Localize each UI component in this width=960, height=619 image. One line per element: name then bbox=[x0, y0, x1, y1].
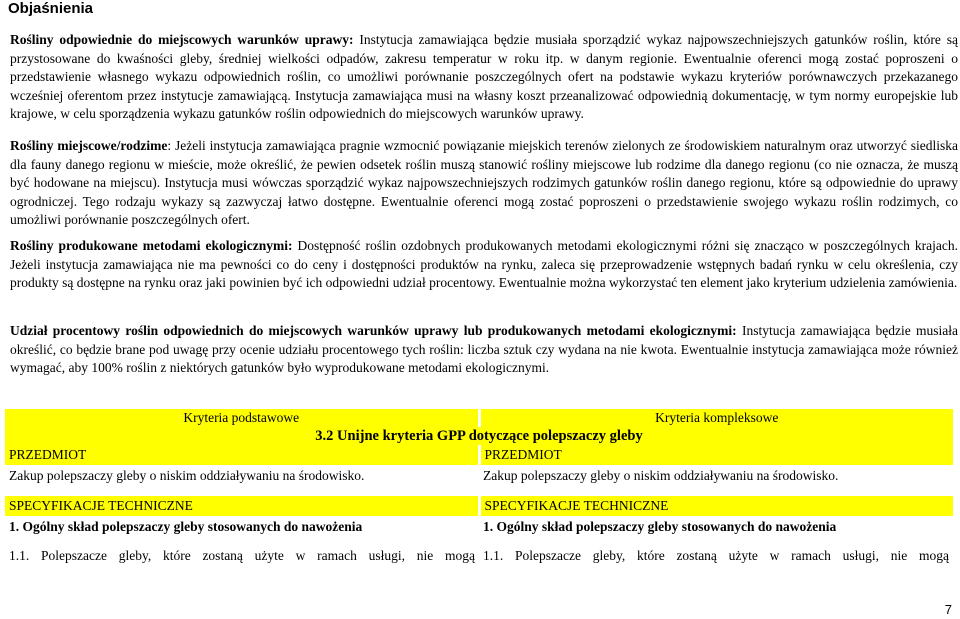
paragraph-local-conditions bbox=[10, 31, 958, 124]
table-title: 3.2 Unijne kryteria GPP dotyczące polepszaczy gleby bbox=[5, 427, 953, 445]
text-local-conditions: Instytucja zamawiająca będzie musiała sporządzić wykaz najpowszechniejszych gatunków roślin, które są przystosowane do kwaśności gleby, średniej wielkości odpadów, zakresu temperatur w roku itp. w danym regionie. Ewentualnie oferenci mogą zostać poproszeni o przedstawienie własnego wykazu odpowiednich roślin, co umożliwi porównanie poszczególnych ofert na podstawie wykazu kryteriów porównawczych przekazanego wcześniej oferentom przez instytucje zamawiającą. Instytucja zamawiająca musi na własny koszt przeanalizować odpowiednią dokumentację, w tym normy europejskie lub krajowe, w celu sporządzenia wykazu gatunków roślin odpowiednich do miejscowych warunków uprawy. bbox=[10, 32, 959, 122]
criteria-table bbox=[5, 409, 953, 566]
term-percentage-share: Udział procentowy roślin odpowiednich do miejscowych warunków uprawy lub produkowanych metodami ekologicznymi: bbox=[10, 323, 737, 338]
right-spec-label: SPECYFIKACJE TECHNICZNE bbox=[479, 496, 953, 516]
paragraph-organic-plants bbox=[10, 237, 958, 293]
left-spec-label: SPECYFIKACJE TECHNICZNE bbox=[5, 496, 479, 516]
right-spec-item-1-1: 1.1. Polepszacze gleby, które zostaną użyte w ramach usługi, nie mogą bbox=[483, 547, 949, 563]
right-spec-item-1: 1. Ogólny skład polepszaczy gleby stosowanych do nawożenia bbox=[483, 518, 837, 534]
left-subject-text: Zakup polepszaczy gleby o niskim oddziaływaniu na środowisko. bbox=[9, 467, 365, 483]
left-subject-label: PRZEDMIOT bbox=[5, 445, 479, 465]
text-native-plants: : Jeżeli instytucja zamawiająca pragnie wzmocnić powiązanie miejskich terenów zielonych ze środowiskiem naturalnym oraz utworzyć siedliska dla fauny danego regionu w mieście, może określić, że pewien odsetek roślin muszą stanowić rośliny miejscowe lub rodzime dla danego regionu (co nie oznacza, że muszą być hodowane na miejscu). Instytucja musi wówczas sporządzić wykaz najpowszechniejszych rodzimych gatunków roślin danego regionu, które są odpowiednie do uprawy ogrodniczej. Tego rodzaju wykazy są zazwyczaj łatwo dostępne. Ewentualnie oferenci mogą zostać poproszeni o przedstawienie swojego wykazu roślin rodzimych, co umożliwi porównanie poszczególnych ofert. bbox=[10, 138, 958, 228]
term-organic-plants: Rośliny produkowane metodami ekologicznymi: bbox=[10, 238, 293, 253]
left-spec-item-1-1: 1.1. Polepszacze gleby, które zostaną użyte w ramach usługi, nie mogą bbox=[9, 547, 475, 563]
paragraph-percentage-share bbox=[10, 322, 958, 378]
core-criteria-header: Kryteria podstawowe bbox=[5, 409, 479, 427]
left-spec-item-1: 1. Ogólny skład polepszaczy gleby stosowanych do nawożenia bbox=[9, 518, 363, 534]
text-organic-plants: Dostępność roślin ozdobnych produkowanych metodami ekologicznymi różni się znacząco w poszczególnych krajach. Jeżeli instytucja zamawiająca nie ma pewności co do ceny i dostępności produktów na rynku, zaleca się przeprowadzenie wstępnych badań rynku w celu określenia, czy produkty są dostępne na rynku oraz jaki powinien być ich odpowiedni udział procentowy. Ewentualnie można wykorzystać ten element jako kryterium udzielenia zamówienia. bbox=[10, 238, 959, 291]
term-native-plants: Rośliny miejscowe/rodzime bbox=[10, 138, 168, 153]
right-subject-label: PRZEDMIOT bbox=[479, 445, 953, 465]
section-heading: Objaśnienia bbox=[8, 0, 94, 17]
comprehensive-criteria-header: Kryteria kompleksowe bbox=[479, 409, 953, 427]
term-local-conditions: Rośliny odpowiednie do miejscowych warunków uprawy: bbox=[10, 32, 354, 47]
page-number: 7 bbox=[944, 602, 952, 617]
right-subject-text: Zakup polepszaczy gleby o niskim oddziaływaniu na środowisko. bbox=[483, 467, 839, 483]
paragraph-native-plants bbox=[10, 137, 958, 230]
text-percentage-share: Instytucja zamawiająca będzie musiała określić, co będzie brane pod uwagę przy ocenie udziału procentowego tych roślin: liczba sztuk czy wydana na nie kwota. Ewentualnie instytucja zamawiająca może również wymagać, aby 100% roślin z niektórych gatunków było wyprodukowane metodami ekologicznymi. bbox=[10, 323, 959, 376]
